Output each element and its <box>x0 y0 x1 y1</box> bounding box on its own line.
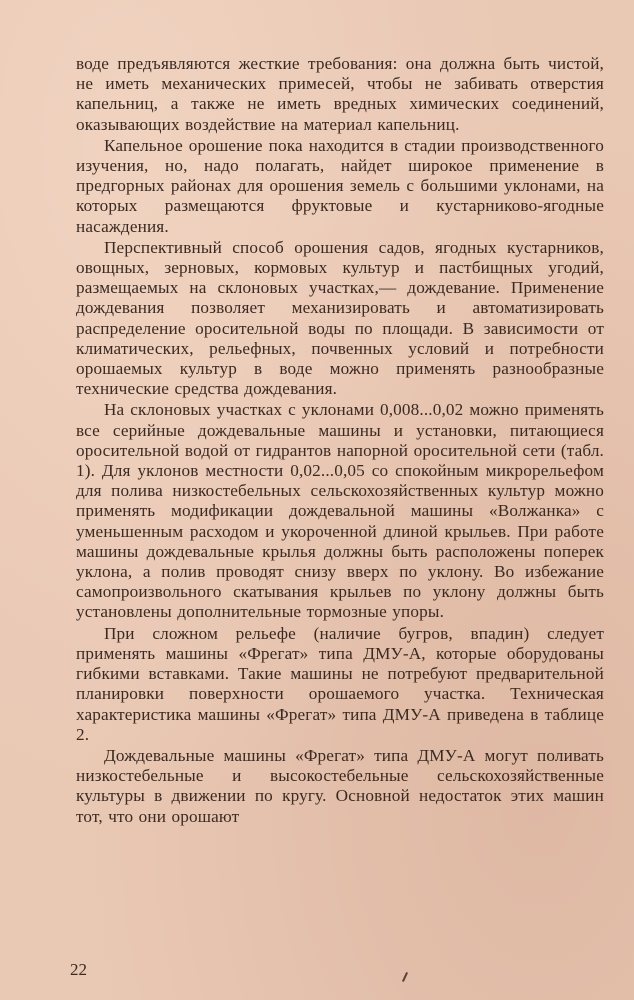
paragraph-5: При сложном рельефе (наличие бугров, впадин) следует применять машины «Фрегат» типа ДМУ-А, которые оборудованы гибкими вставками. Такие машины не потребуют предварительной планировки поверхности орошаемого участка. Техническая характеристика машины «Фрегат» типа ДМУ-А приведена в таблице 2. <box>76 623 604 744</box>
paper-speck <box>402 972 408 982</box>
page-body <box>76 54 604 828</box>
page-number: 22 <box>70 960 87 979</box>
paragraph-4: На склоновых участках с уклонами 0,008...0,02 можно применять все серийные дождевальные машины и установки, питающиеся оросительной водой от гидрантов напорной оросительной сети (табл. 1). Для уклонов местности 0,02...0,05 со спокойным микрорельефом для полива низкостебельных сельскохозяйственных культур можно применять модификации дождевальной машины «Волжанка» с уменьшенным расходом и укороченной длиной крыльев. При работе машины дождевальные крылья должны быть расположены поперек уклона, а полив проводят снизу вверх по уклону. Во избежание самопроизвольного скатывания крыльев по уклону должны быть установлены дополнительные тормозные упоры. <box>76 400 604 622</box>
paragraph-6: Дождевальные машины «Фрегат» типа ДМУ-А могут поливать низкостебельные и высокостебельные сельскохозяйственные культуры в движении по кругу. Основной недостаток этих машин тот, что они орошают <box>76 745 604 826</box>
paragraph-3: Перспективный способ орошения садов, ягодных кустарников, овощных, зерновых, кормовых культур и пастбищных угодий, размещаемых на склоновых участках,— дождевание. Применение дождевания позволяет механизировать и автоматизировать распределение оросительной воды по площади. В зависимости от климатических, рельефных, почвенных условий и потребности орошаемых культур в воде можно применять разнообразные технические средства дождевания. <box>76 237 604 399</box>
paragraph-1: воде предъявляются жесткие требования: она должна быть чистой, не иметь механических примесей, чтобы не забивать отверстия капельниц, а также не иметь вредных химических соединений, оказывающих воздействие на материал капельниц. <box>76 54 604 134</box>
paragraph-2: Капельное орошение пока находится в стадии производственного изучения, но, надо полагать, найдет широкое применение в предгорных районах для орошения земель с большими уклонами, на которых размещаются фруктовые и кустарниково-ягодные насаждения. <box>76 135 604 236</box>
